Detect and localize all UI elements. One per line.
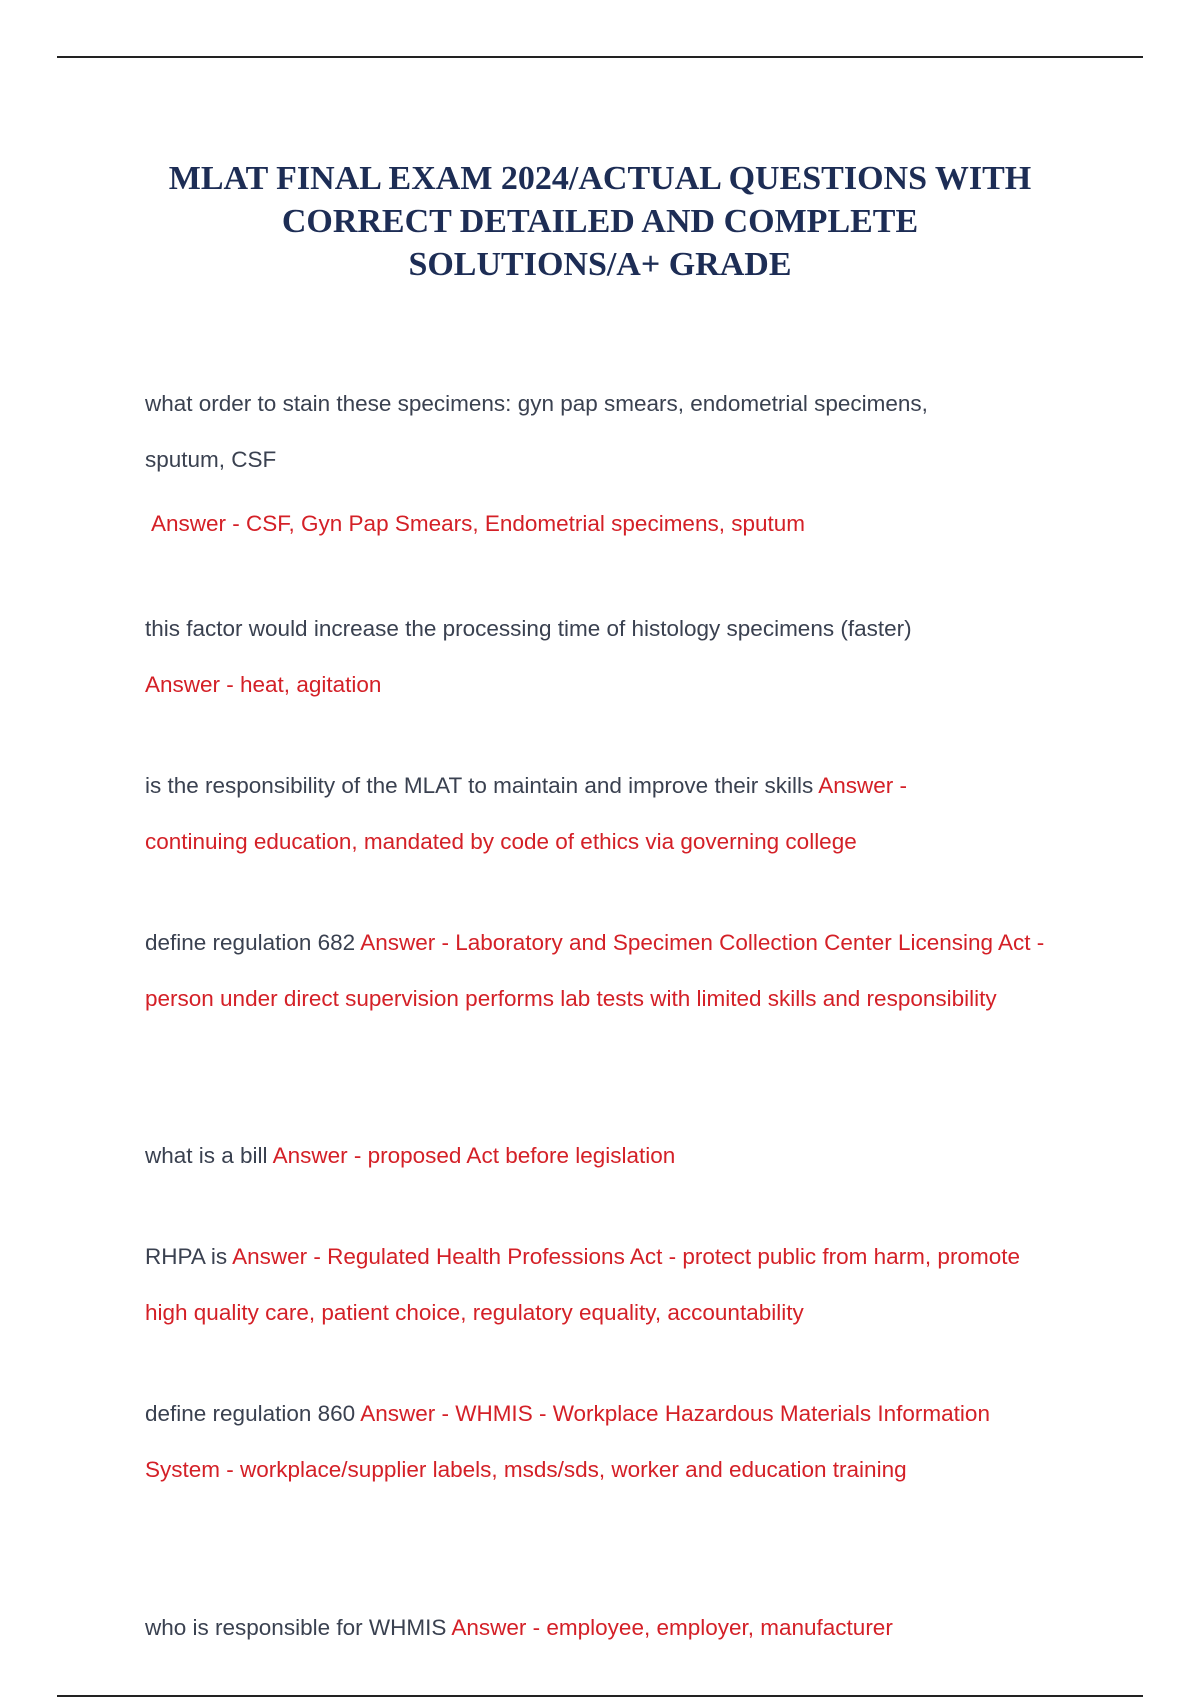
- question-text: define regulation 682: [145, 930, 356, 955]
- footer-rule: [57, 1695, 1143, 1697]
- answer-text: Answer - Regulated Health Professions Act - protect public from harm, promote high quality care, patient choice, regulatory equality, accountability: [145, 1244, 1020, 1325]
- question-text: is the responsibility of the MLAT to maintain and improve their skills: [145, 773, 814, 798]
- answer-text: Answer - Laboratory and Specimen Collection Center Licensing Act - person under direct supervision performs lab tests with limited skills and responsibility: [145, 930, 1045, 1011]
- title-line: CORRECT DETAILED AND COMPLETE: [281, 203, 919, 240]
- answer-text: Answer - proposed Act before legislation: [272, 1143, 676, 1168]
- question-text: what order to stain these specimens: gyn pap smears, endometrial specimens, sputum, CSF: [145, 391, 928, 472]
- question-text: what is a bill: [145, 1143, 268, 1168]
- answer-text: Answer - employee, employer, manufacturer: [451, 1615, 893, 1640]
- qa-item: [145, 1229, 1025, 1341]
- page-title: [100, 157, 1100, 286]
- question-text: this factor would increase the processing time of histology specimens (faster): [145, 616, 912, 641]
- question-text: who is responsible for WHMIS: [145, 1615, 447, 1640]
- qa-item: [145, 1128, 1045, 1184]
- title-line: MLAT FINAL EXAM 2024/ACTUAL QUESTIONS WITH: [168, 160, 1032, 197]
- answer-text: Answer - continuing education, mandated by code of ethics via governing college: [145, 773, 908, 854]
- qa-item: [145, 758, 975, 870]
- title-line: SOLUTIONS/A+ GRADE: [408, 246, 792, 283]
- qa-item: [145, 376, 1005, 552]
- answer-text: Answer - heat, agitation: [145, 672, 382, 697]
- qa-item: [145, 601, 1045, 713]
- qa-item: [145, 915, 1045, 1027]
- question-text: define regulation 860: [145, 1401, 356, 1426]
- answer-text: Answer - WHMIS - Workplace Hazardous Materials Information System - workplace/supplier labels, msds/sds, worker and education training: [145, 1401, 990, 1482]
- qa-item: [145, 1600, 1045, 1656]
- question-text: RHPA is: [145, 1244, 228, 1269]
- answer-text: Answer - CSF, Gyn Pap Smears, Endometrial specimens, sputum: [151, 511, 805, 536]
- qa-item: [145, 1386, 1025, 1498]
- header-rule: [57, 56, 1143, 58]
